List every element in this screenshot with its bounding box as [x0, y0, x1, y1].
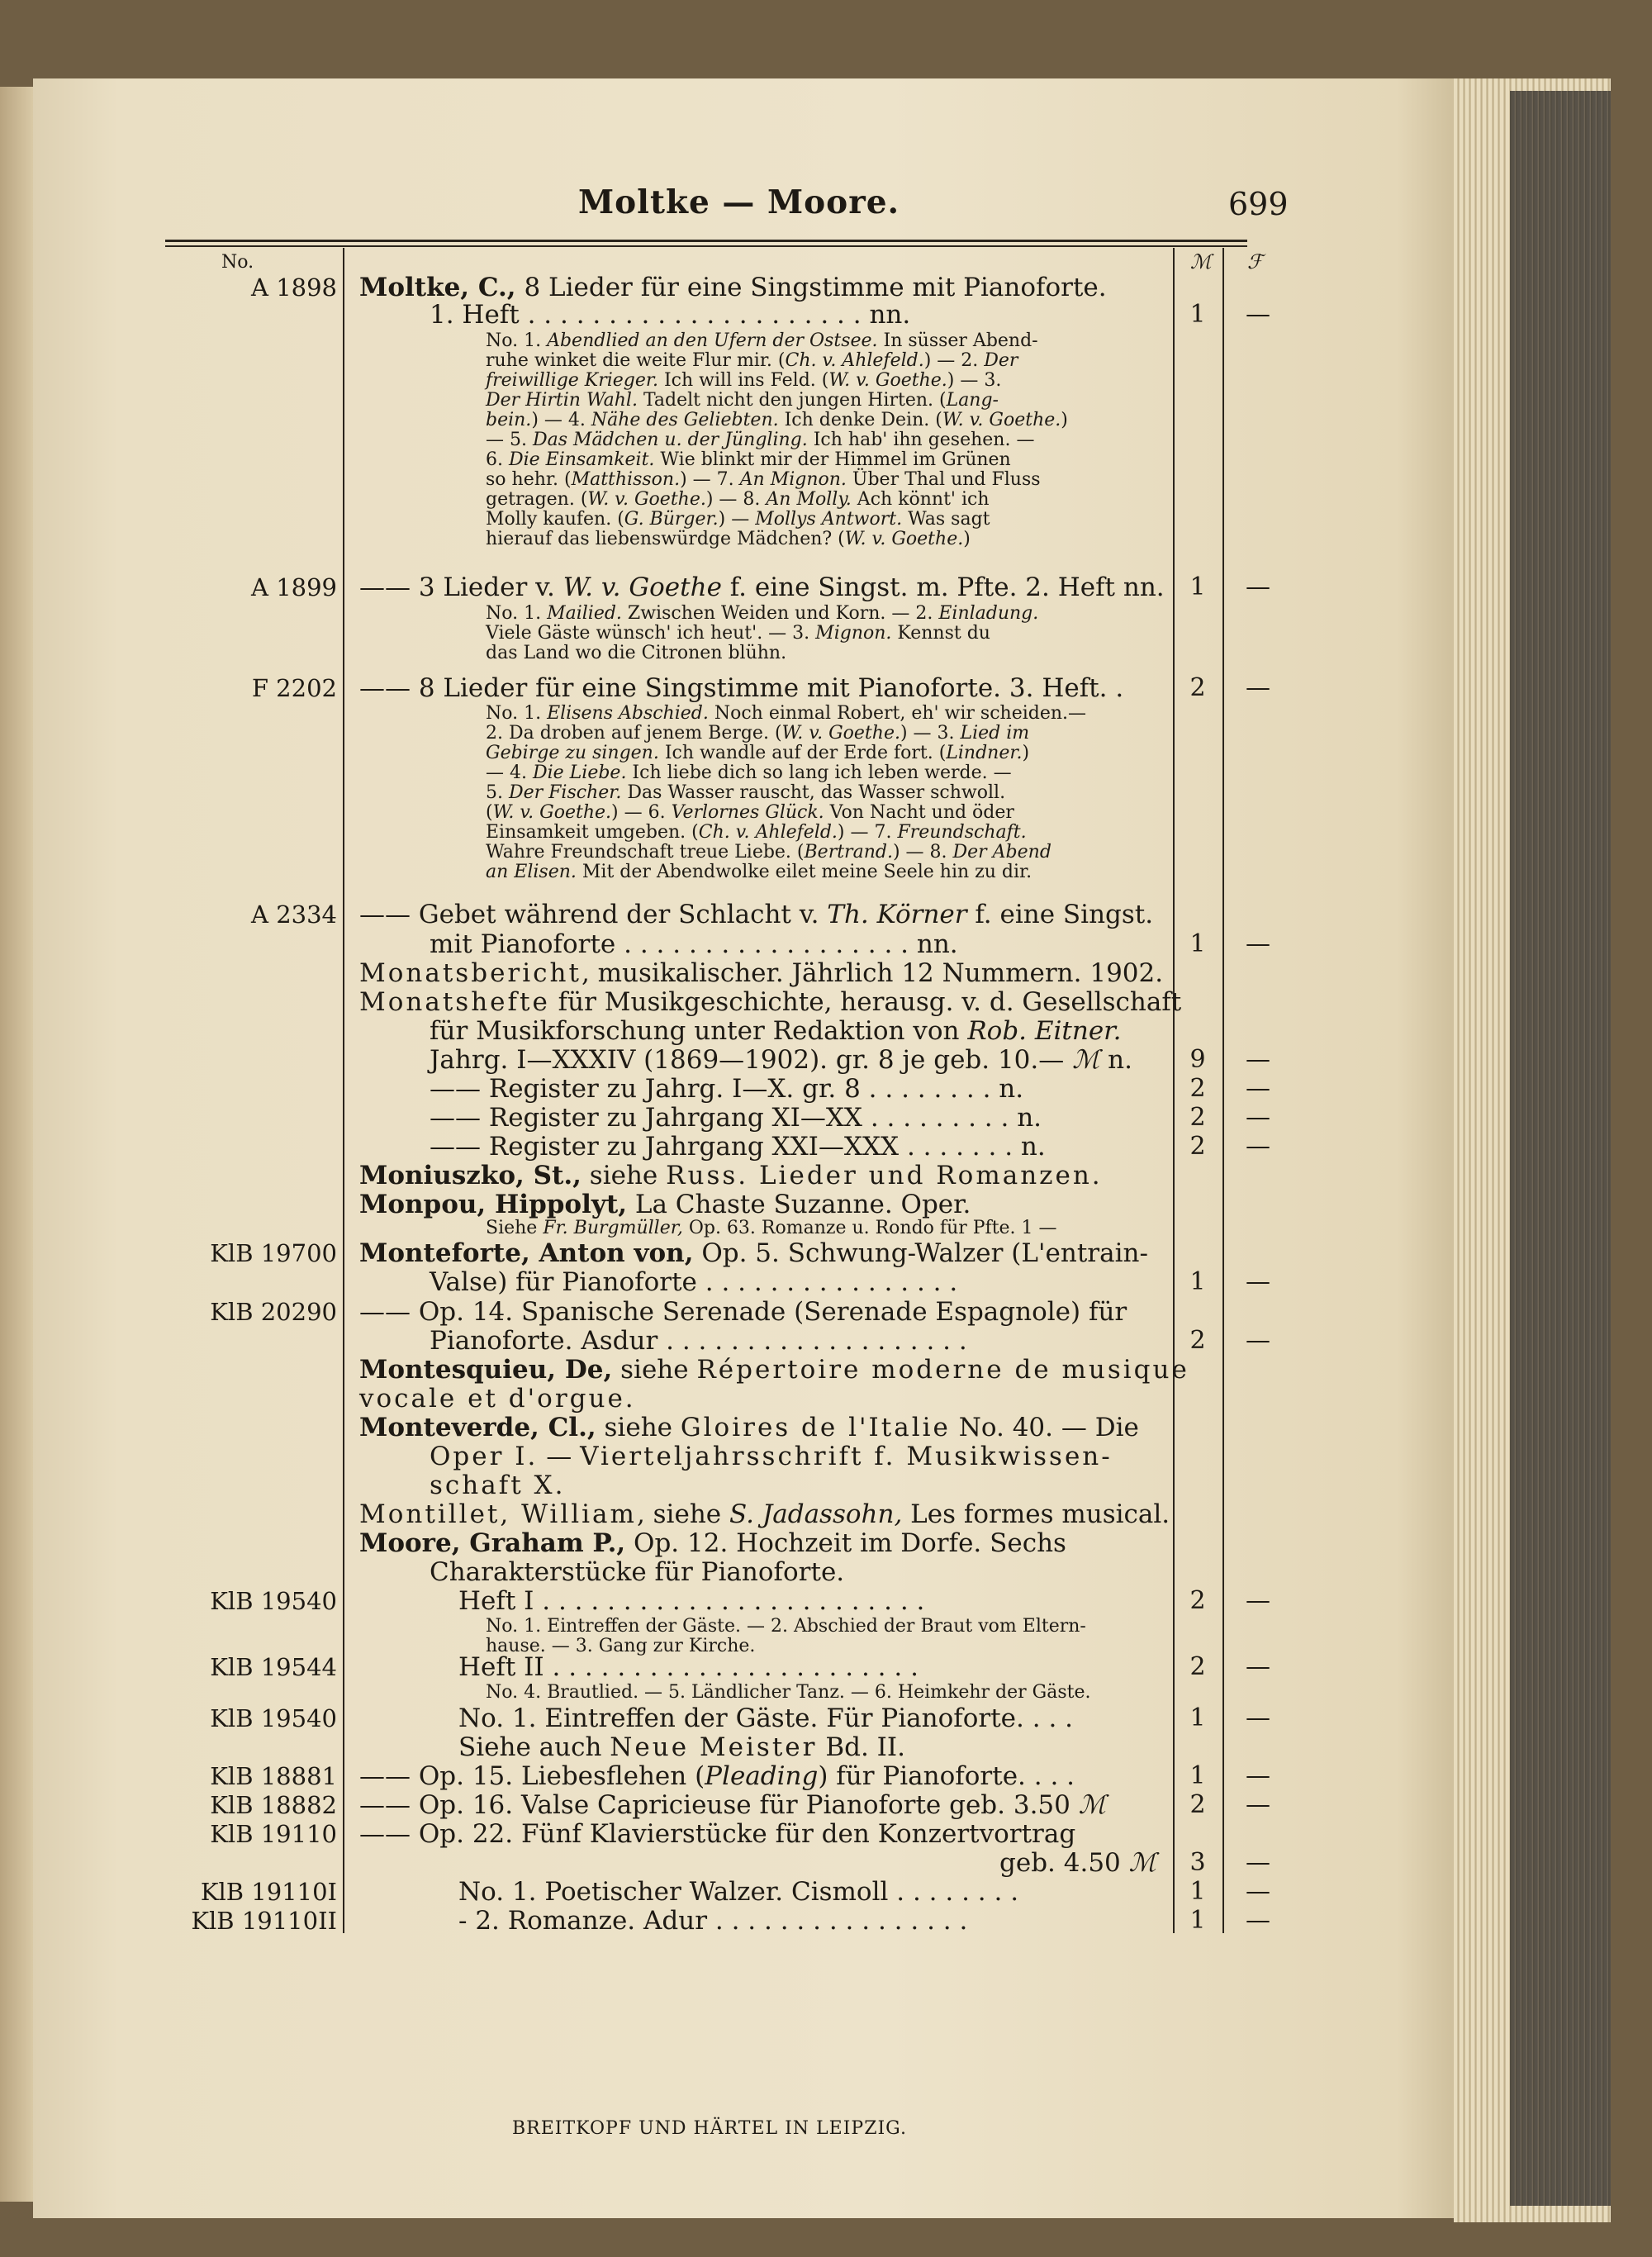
- catalog-number: KlB 19540: [210, 1704, 337, 1732]
- catalog-number: KlB 18881: [210, 1762, 337, 1790]
- page-header: Moltke — Moore.: [578, 183, 900, 221]
- entry-line: Montillet, William, siehe S. Jadassohn, Les formes musical.: [359, 1499, 1170, 1529]
- book-spine-edge: [1510, 91, 1611, 2206]
- entry-line: No. 4. Brautlied. — 5. Ländlicher Tanz. — 6. Heimkehr der Gäste.: [486, 1682, 1091, 1703]
- entry-line: Monatsbericht, musikalischer. Jährlich 12 Nummern. 1902.: [359, 958, 1164, 988]
- price-mark: 1: [1189, 300, 1206, 329]
- price-pfennig: —: [1246, 1761, 1270, 1790]
- entry-line: —— 3 Lieder v. W. v. Goethe f. eine Singst. m. Pfte. 2. Heft nn.: [359, 573, 1165, 602]
- entry-line: mit Pianoforte . . . . . . . . . . . . . . . . . . nn.: [430, 929, 958, 959]
- entry-line: Molly kaufen. (G. Bürger.) — Mollys Antwort. Was sagt: [486, 509, 990, 530]
- price-mark: 2: [1189, 673, 1206, 702]
- price-mark: 2: [1189, 1326, 1206, 1355]
- entry-line: Siehe Fr. Burgmüller, Op. 63. Romanze u. Rondo für Pfte. 1 —: [486, 1218, 1057, 1238]
- entry-line: Pianoforte. Asdur . . . . . . . . . . . . . . . . . . .: [430, 1326, 967, 1356]
- entry-line: Monatshefte für Musikgeschichte, herausg. v. d. Gesellschaft: [359, 987, 1182, 1017]
- entry-line: - 2. Romanze. Adur . . . . . . . . . . . . . . . .: [458, 1906, 968, 1936]
- entry-line: —— 8 Lieder für eine Singstimme mit Pianoforte. 3. Heft. .: [359, 673, 1124, 703]
- price-pfennig: —: [1246, 1326, 1270, 1355]
- entry-line: Charakterstücke für Pianoforte.: [430, 1557, 845, 1587]
- entry-line: Moniuszko, St., siehe Russ. Lieder und Romanzen.: [359, 1161, 1103, 1190]
- publisher-footer: BREITKOPF UND HÄRTEL IN LEIPZIG.: [512, 2118, 907, 2139]
- entry-line: 1. Heft . . . . . . . . . . . . . . . . . . . . . nn.: [430, 300, 911, 330]
- price-pfennig: —: [1246, 300, 1270, 329]
- entry-line: No. 1. Elisens Abschied. Noch einmal Robert, eh' wir scheiden.—: [486, 703, 1087, 724]
- entry-line: vocale et d'orgue.: [359, 1384, 636, 1414]
- price-mark: 1: [1189, 929, 1206, 958]
- entry-line: das Land wo die Citronen blühn.: [486, 643, 787, 663]
- price-pfennig: —: [1246, 1703, 1270, 1732]
- catalog-number: KlB 19700: [210, 1239, 337, 1267]
- price-pfennig: —: [1246, 1848, 1270, 1877]
- column-divider-number: [343, 248, 344, 1933]
- column-header-mark: ℳ: [1190, 250, 1212, 273]
- entry-line: —— Register zu Jahrgang XI—XX . . . . . . . . . n.: [430, 1103, 1042, 1133]
- entry-line: bein.) — 4. Nähe des Geliebten. Ich denke Dein. (W. v. Goethe.): [486, 410, 1068, 430]
- entry-line: 5. Der Fischer. Das Wasser rauscht, das Wasser schwoll.: [486, 782, 1006, 803]
- page-number: 699: [1228, 186, 1289, 222]
- entry-line: Moltke, C., 8 Lieder für eine Singstimme mit Pianoforte.: [359, 273, 1107, 302]
- entry-line: geb. 4.50 ℳ: [999, 1848, 1156, 1878]
- catalog-number: KlB 19540: [210, 1587, 337, 1615]
- price-mark: 1: [1189, 1877, 1206, 1906]
- catalog-number: KlB 19544: [210, 1653, 337, 1681]
- price-pfennig: —: [1246, 1074, 1270, 1103]
- price-mark: 2: [1189, 1074, 1206, 1103]
- price-mark: 2: [1189, 1652, 1206, 1681]
- price-pfennig: —: [1246, 1267, 1270, 1296]
- entry-line: Gebirge zu singen. Ich wandle auf der Erde fort. (Lindner.): [486, 743, 1030, 763]
- entry-line: Valse) für Pianoforte . . . . . . . . . . . . . . . .: [430, 1267, 958, 1297]
- entry-line: hause. — 3. Gang zur Kirche.: [486, 1636, 756, 1656]
- price-mark: 2: [1189, 1132, 1206, 1161]
- entry-line: Heft I . . . . . . . . . . . . . . . . . . . . . . . .: [458, 1586, 925, 1616]
- price-mark: 1: [1189, 1703, 1206, 1732]
- entry-line: Jahrg. I—XXXIV (1869—1902). gr. 8 je geb. 10.— ℳ n.: [430, 1045, 1132, 1075]
- entry-line: Moore, Graham P., Op. 12. Hochzeit im Dorfe. Sechs: [359, 1528, 1066, 1558]
- entry-line: No. 1. Eintreffen der Gäste. — 2. Abschied der Braut vom Eltern-: [486, 1616, 1086, 1637]
- entry-line: ruhe winket die weite Flur mir. (Ch. v. Ahlefeld.) — 2. Der: [486, 350, 1018, 371]
- price-pfennig: —: [1246, 1877, 1270, 1906]
- column-header-pfennig: ℱ: [1247, 250, 1263, 273]
- entry-line: freiwillige Krieger. Ich will ins Feld. (W. v. Goethe.) — 3.: [486, 370, 1002, 391]
- entry-line: No. 1. Mailied. Zwischen Weiden und Korn. — 2. Einladung.: [486, 603, 1039, 624]
- entry-line: Montesquieu, De, siehe Répertoire moderne de musique: [359, 1355, 1189, 1385]
- catalog-number: KlB 19110II: [191, 1907, 337, 1935]
- catalog-number: A 2334: [251, 900, 337, 929]
- entry-line: so hehr. (Matthisson.) — 7. An Mignon. Über Thal und Fluss: [486, 469, 1041, 490]
- entry-line: Oper I. — Vierteljahrsschrift f. Musikwissen-: [430, 1442, 1113, 1471]
- price-pfennig: —: [1246, 1790, 1270, 1819]
- entry-line: —— Gebet während der Schlacht v. Th. Körner f. eine Singst.: [359, 900, 1154, 929]
- price-mark: 9: [1189, 1045, 1206, 1074]
- entry-line: Wahre Freundschaft treue Liebe. (Bertrand.) — 8. Der Abend: [486, 842, 1051, 862]
- price-pfennig: —: [1246, 573, 1270, 601]
- column-header-number: No.: [221, 252, 254, 273]
- catalog-number: A 1898: [251, 273, 337, 302]
- entry-line: Siehe auch Neue Meister Bd. II.: [458, 1732, 906, 1762]
- entry-line: No. 1. Eintreffen der Gäste. Für Pianoforte. . . .: [458, 1703, 1073, 1733]
- entry-line: Einsamkeit umgeben. (Ch. v. Ahlefeld.) — 7. Freundschaft.: [486, 822, 1027, 843]
- entry-line: 6. Die Einsamkeit. Wie blinkt mir der Himmel im Grünen: [486, 449, 1011, 470]
- price-mark: 2: [1189, 1586, 1206, 1615]
- price-pfennig: —: [1246, 1132, 1270, 1161]
- price-mark: 2: [1189, 1790, 1206, 1819]
- price-mark: 2: [1189, 1103, 1206, 1132]
- header-rule-thin: [165, 245, 1247, 247]
- entry-line: Heft II . . . . . . . . . . . . . . . . . . . . . . .: [458, 1652, 919, 1682]
- entry-line: —— Op. 15. Liebesflehen (Pleading) für Pianoforte. . . .: [359, 1761, 1075, 1791]
- price-mark: 1: [1189, 1906, 1206, 1935]
- entry-line: —— Register zu Jahrgang XXI—XXX . . . . . . . n.: [430, 1132, 1046, 1162]
- entry-line: 2. Da droben auf jenem Berge. (W. v. Goethe.) — 3. Lied im: [486, 723, 1030, 744]
- entry-line: an Elisen. Mit der Abendwolke eilet meine Seele hin zu dir.: [486, 862, 1032, 882]
- entry-line: (W. v. Goethe.) — 6. Verlornes Glück. Von Nacht und öder: [486, 802, 1014, 823]
- catalog-number: KlB 18882: [210, 1791, 337, 1819]
- entry-line: schaft X.: [430, 1471, 566, 1500]
- price-mark: 1: [1189, 1267, 1206, 1296]
- price-pfennig: —: [1246, 1103, 1270, 1132]
- catalog-number: KlB 19110: [210, 1820, 337, 1848]
- price-pfennig: —: [1246, 1906, 1270, 1935]
- entry-line: —— Op. 16. Valse Capricieuse für Pianoforte geb. 3.50 ℳ: [359, 1790, 1106, 1820]
- entry-line: — 4. Die Liebe. Ich liebe dich so lang ich leben werde. —: [486, 763, 1012, 783]
- catalog-number: F 2202: [251, 674, 337, 702]
- price-mark: 3: [1189, 1848, 1206, 1877]
- entry-line: für Musikforschung unter Redaktion von Rob. Eitner.: [430, 1016, 1122, 1046]
- entry-line: —— Register zu Jahrg. I—X. gr. 8 . . . . . . . . n.: [430, 1074, 1024, 1104]
- entry-line: hierauf das liebenswürdge Mädchen? (W. v. Goethe.): [486, 529, 971, 549]
- entry-line: No. 1. Poetischer Walzer. Cismoll . . . . . . . .: [458, 1877, 1019, 1907]
- entry-line: getragen. (W. v. Goethe.) — 8. An Molly. Ach könnt' ich: [486, 489, 990, 510]
- entry-line: Monteverde, Cl., siehe Gloires de l'Italie No. 40. — Die: [359, 1413, 1139, 1442]
- price-pfennig: —: [1246, 1045, 1270, 1074]
- price-mark: 1: [1189, 1761, 1206, 1790]
- price-pfennig: —: [1246, 929, 1270, 958]
- column-divider-pfennig: [1222, 248, 1224, 1933]
- entry-line: Viele Gäste wünsch' ich heut'. — 3. Mignon. Kennst du: [486, 623, 990, 644]
- catalog-number: KlB 20290: [210, 1298, 337, 1326]
- price-pfennig: —: [1246, 673, 1270, 702]
- entry-line: Monpou, Hippolyt, La Chaste Suzanne. Oper.: [359, 1190, 971, 1219]
- price-pfennig: —: [1246, 1652, 1270, 1681]
- entry-line: Monteforte, Anton von, Op. 5. Schwung-Walzer (L'entrain-: [359, 1238, 1148, 1268]
- entry-line: — 5. Das Mädchen u. der Jüngling. Ich hab' ihn gesehen. —: [486, 430, 1035, 450]
- entry-line: —— Op. 14. Spanische Serenade (Serenade Espagnole) für: [359, 1297, 1127, 1327]
- price-pfennig: —: [1246, 1586, 1270, 1615]
- header-rule: [165, 240, 1247, 242]
- catalog-number: A 1899: [251, 573, 337, 601]
- catalog-number: KlB 19110I: [200, 1878, 337, 1906]
- facing-page-edge: [0, 87, 33, 2202]
- entry-line: —— Op. 22. Fünf Klavierstücke für den Konzertvortrag: [359, 1819, 1076, 1849]
- entry-line: No. 1. Abendlied an den Ufern der Ostsee. In süsser Abend-: [486, 330, 1038, 351]
- entry-line: Der Hirtin Wahl. Tadelt nicht den jungen Hirten. (Lang-: [486, 390, 999, 411]
- price-mark: 1: [1189, 573, 1206, 601]
